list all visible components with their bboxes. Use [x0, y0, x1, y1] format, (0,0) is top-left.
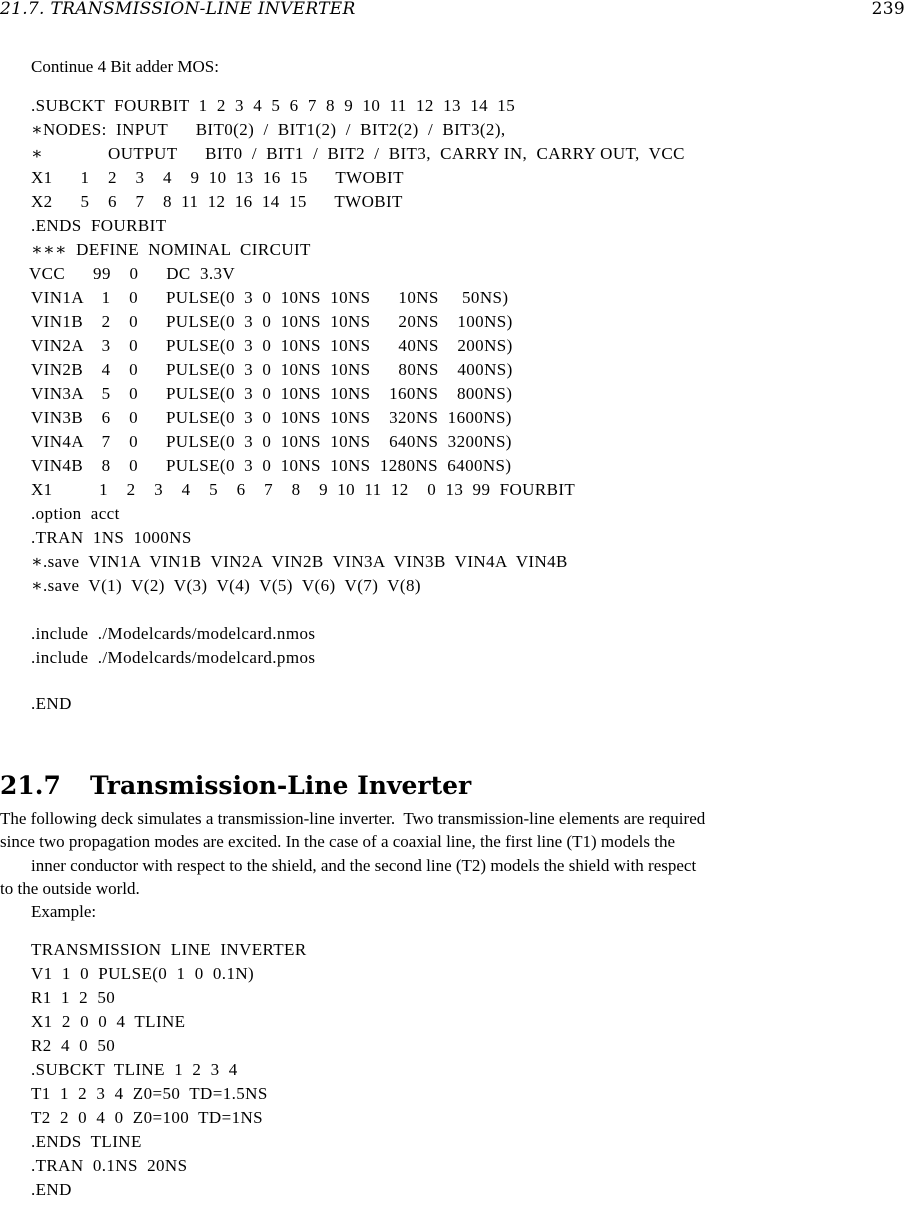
- code-line: V1 1 0 PULSE(0 1 0 0.1N): [31, 964, 255, 983]
- code-line: .ENDS FOURBIT: [31, 216, 167, 235]
- text-line: inner conductor with respect to the shield, and the second line (T2) models the shield with respect: [31, 856, 697, 875]
- page-number: 239: [871, 0, 905, 19]
- section-number: 21.7: [0, 771, 61, 800]
- code-line: ∗NODES: INPUT BIT0(2) / BIT1(2) / BIT2(2) / BIT3(2),: [31, 120, 506, 139]
- code-line: VIN4B 8 0 PULSE(0 3 0 10NS 10NS 1280NS 6400NS): [31, 456, 512, 475]
- code-line: TRANSMISSION LINE INVERTER: [31, 940, 307, 959]
- text-line: Example:: [31, 902, 97, 921]
- code-line: ∗ OUTPUT BIT0 / BIT1 / BIT2 / BIT3, CARRY IN, CARRY OUT, VCC: [31, 144, 685, 163]
- text-line: Continue 4 Bit adder MOS:: [31, 57, 219, 76]
- code-line: T2 2 0 4 0 Z0=100 TD=1NS: [31, 1108, 264, 1127]
- code-line: VIN4A 7 0 PULSE(0 3 0 10NS 10NS 640NS 3200NS): [31, 432, 512, 451]
- code-line: VCC 99 0 DC 3.3V: [29, 264, 236, 283]
- code-line: .END: [31, 1180, 72, 1199]
- code-line: .SUBCKT FOURBIT 1 2 3 4 5 6 7 8 9 10 11 12 13 14 15: [31, 96, 516, 115]
- text-line: since two propagation modes are excited. In the case of a coaxial line, the first line (T1) models the: [0, 832, 676, 851]
- code-line: .SUBCKT TLINE 1 2 3 4: [31, 1060, 238, 1079]
- code-line: X1 1 2 3 4 9 10 13 16 15 TWOBIT: [31, 168, 404, 187]
- section-title: Transmission-Line Inverter: [90, 771, 472, 800]
- section-heading: [0, 770, 471, 802]
- text-line: to the outside world.: [0, 879, 140, 898]
- code-line: .include ./Modelcards/modelcard.nmos: [31, 624, 316, 643]
- code-line: R1 1 2 50: [31, 988, 116, 1007]
- code-line: .include ./Modelcards/modelcard.pmos: [31, 648, 316, 667]
- code-line: X1 1 2 3 4 5 6 7 8 9 10 11 12 0 13 99 FOURBIT: [31, 480, 576, 499]
- code-line: VIN1B 2 0 PULSE(0 3 0 10NS 10NS 20NS 100NS): [31, 312, 513, 331]
- code-line: X2 5 6 7 8 11 12 16 14 15 TWOBIT: [31, 192, 403, 211]
- code-line: ∗∗∗ DEFINE NOMINAL CIRCUIT: [31, 240, 311, 259]
- code-line: VIN2A 3 0 PULSE(0 3 0 10NS 10NS 40NS 200NS): [31, 336, 513, 355]
- code-line: ∗.save V(1) V(2) V(3) V(4) V(5) V(6) V(7) V(8): [31, 576, 421, 595]
- text-line: The following deck simulates a transmission-line inverter. Two transmission-line elements are required: [0, 809, 706, 828]
- code-line: .option acct: [31, 504, 120, 523]
- code-line: VIN3A 5 0 PULSE(0 3 0 10NS 10NS 160NS 800NS): [31, 384, 513, 403]
- code-line: .TRAN 1NS 1000NS: [31, 528, 192, 547]
- code-line: .ENDS TLINE: [31, 1132, 142, 1151]
- running-title: 21.7. TRANSMISSION-LINE INVERTER: [0, 0, 356, 19]
- code-line: ∗.save VIN1A VIN1B VIN2A VIN2B VIN3A VIN3B VIN4A VIN4B: [31, 552, 568, 571]
- code-line: VIN2B 4 0 PULSE(0 3 0 10NS 10NS 80NS 400NS): [31, 360, 513, 379]
- code-line: VIN1A 1 0 PULSE(0 3 0 10NS 10NS 10NS 50NS): [31, 288, 509, 307]
- code-line: T1 1 2 3 4 Z0=50 TD=1.5NS: [31, 1084, 268, 1103]
- code-line: .END: [31, 694, 72, 713]
- code-line: X1 2 0 0 4 TLINE: [31, 1012, 186, 1031]
- code-line: R2 4 0 50: [31, 1036, 116, 1055]
- code-line: VIN3B 6 0 PULSE(0 3 0 10NS 10NS 320NS 1600NS): [31, 408, 512, 427]
- code-line: .TRAN 0.1NS 20NS: [31, 1156, 188, 1175]
